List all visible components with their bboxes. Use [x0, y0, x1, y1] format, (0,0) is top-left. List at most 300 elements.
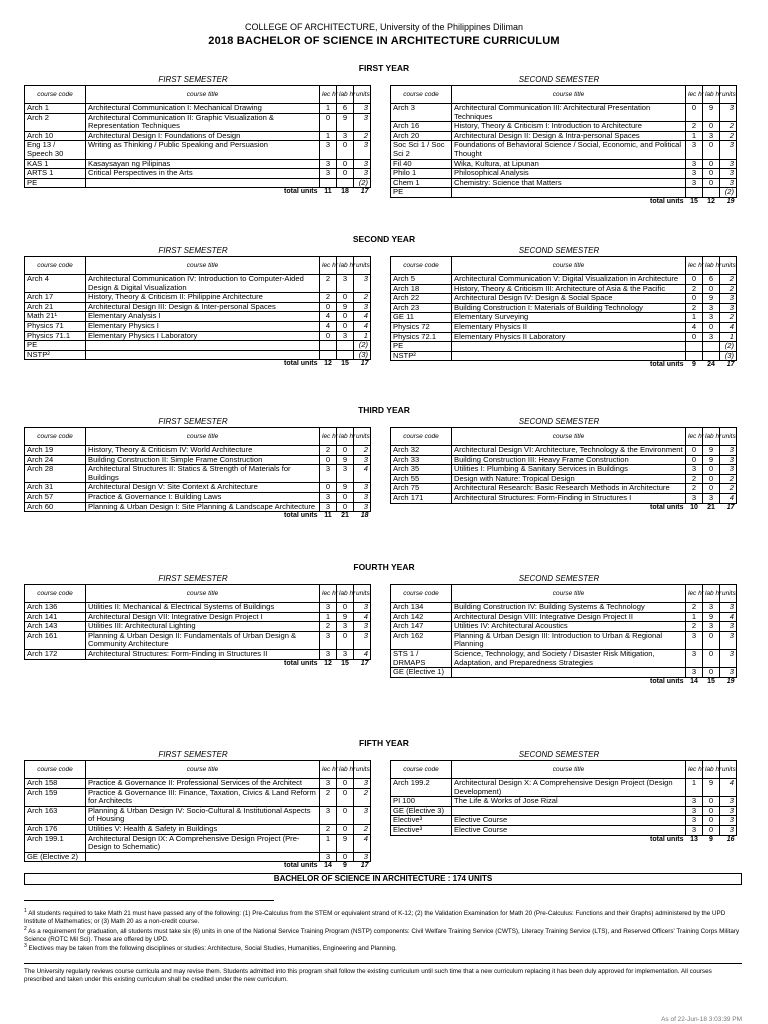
- course-units: 2: [354, 293, 371, 303]
- course-title: Architectural Design VII: Integrative Design Project I: [86, 612, 320, 622]
- course-title: Practice & Governance II: Professional Services of the Architect: [86, 779, 320, 789]
- course-code: PE: [25, 178, 86, 188]
- header-lab: lab hr: [337, 428, 354, 446]
- course-title: [86, 341, 320, 351]
- course-code: Arch 5: [391, 275, 452, 285]
- course-lec: 3: [320, 502, 337, 512]
- course-lec: 3: [686, 806, 703, 816]
- course-lab: 3: [337, 622, 354, 632]
- course-title: The Life & Works of Jose Rizal: [452, 797, 686, 807]
- course-row: [25, 350, 371, 360]
- course-code: Arch 176: [25, 824, 86, 834]
- course-lab: 9: [703, 455, 720, 465]
- course-title: Critical Perspectives in the Arts: [86, 169, 320, 179]
- course-lec: 1: [686, 779, 703, 797]
- course-lab: 0: [337, 492, 354, 502]
- course-units: 3: [354, 141, 371, 159]
- course-title: Elementary Physics I Laboratory: [86, 331, 320, 341]
- course-lec: 3: [320, 492, 337, 502]
- header-course-title: course title: [86, 761, 320, 779]
- total-row: [25, 360, 371, 369]
- course-lec: 2: [320, 446, 337, 456]
- course-row: [391, 779, 737, 797]
- course-units: 3: [720, 303, 737, 313]
- course-row: [25, 502, 371, 512]
- course-lec: 2: [320, 293, 337, 303]
- course-lab: 0: [703, 816, 720, 826]
- course-code: Arch 162: [391, 631, 452, 649]
- course-title: Philosophical Analysis: [452, 169, 686, 179]
- course-row: [25, 492, 371, 502]
- footnote-text: As a requirement for graduation, all students must take six (6) units in one of the National Service Training Program (NSTP) components: Civil Welfare Training Service (CWTS), Literacy Training Service (LTS), and Reserved Officers' Training Corps Military Science (ROTC Mil Sci). These are offered by UPD.: [24, 928, 740, 944]
- course-title: Architectural Design III: Design & Inter-personal Spaces: [86, 302, 320, 312]
- course-title: Utilities III: Architectural Lighting: [86, 622, 320, 632]
- course-lab: 0: [703, 178, 720, 188]
- course-lab: [337, 178, 354, 188]
- course-row: [25, 341, 371, 351]
- course-row: [391, 141, 737, 159]
- course-units: 2: [720, 122, 737, 132]
- header-units: units: [354, 761, 371, 779]
- total-units: 17: [360, 188, 369, 196]
- course-lab: [703, 351, 720, 361]
- total-row: [391, 677, 737, 686]
- course-title: Architectural Design I: Foundations of Design: [86, 131, 320, 141]
- course-row: [25, 113, 371, 131]
- course-lec: 0: [320, 302, 337, 312]
- header-course-title: course title: [452, 86, 686, 104]
- year-heading: FOURTH YEAR: [353, 562, 415, 572]
- course-lec: 0: [686, 332, 703, 342]
- course-units: (2): [354, 178, 371, 188]
- header-lec: lec hr: [686, 86, 703, 104]
- course-row: [25, 649, 371, 659]
- second-semester-label: SECOND SEMESTER: [518, 75, 600, 84]
- course-units: 2: [720, 284, 737, 294]
- course-row: [25, 331, 371, 341]
- total-row: [391, 835, 737, 844]
- course-row: [25, 302, 371, 312]
- course-row: [391, 493, 737, 503]
- course-lec: 0: [686, 455, 703, 465]
- course-lab: 0: [337, 159, 354, 169]
- table-header: [391, 761, 737, 779]
- header-course-title: course title: [452, 585, 686, 603]
- header-lec: lec hr: [320, 86, 337, 104]
- header-units: units: [354, 428, 371, 446]
- header-course-code: course code: [25, 761, 86, 779]
- course-code: Arch 142: [391, 612, 452, 622]
- course-table-second: [390, 584, 737, 686]
- header-units: units: [354, 257, 371, 275]
- course-lec: 2: [320, 275, 337, 293]
- course-units: 4: [720, 493, 737, 503]
- course-lab: 0: [703, 159, 720, 169]
- course-table-second: [390, 256, 737, 370]
- course-lec: 3: [686, 159, 703, 169]
- course-lec: 0: [320, 455, 337, 465]
- header-course-code: course code: [25, 86, 86, 104]
- course-row: [391, 649, 737, 667]
- total-lab: 9: [709, 835, 713, 843]
- course-lab: 0: [703, 825, 720, 835]
- header-course-title: course title: [452, 761, 686, 779]
- total-row: [391, 361, 737, 370]
- course-code: Math 21¹: [25, 312, 86, 322]
- course-units: 2: [720, 275, 737, 285]
- table-header: [25, 257, 371, 275]
- course-code: PE: [391, 342, 452, 352]
- header-course-code: course code: [391, 257, 452, 275]
- course-units: (2): [354, 341, 371, 351]
- course-row: [391, 342, 737, 352]
- course-code: Arch 161: [25, 631, 86, 649]
- total-units-label: total units: [284, 659, 318, 667]
- course-code: Arch 60: [25, 502, 86, 512]
- course-lec: [320, 178, 337, 188]
- course-title: Wika, Kultura, at Lipunan: [452, 159, 686, 169]
- total-spacer: [391, 361, 452, 370]
- course-row: [391, 668, 737, 678]
- course-units: 4: [354, 834, 371, 852]
- course-units: 3: [720, 806, 737, 816]
- course-title: [452, 188, 686, 198]
- course-row: [25, 834, 371, 852]
- course-units: (3): [354, 350, 371, 360]
- course-code: ARTS 1: [25, 169, 86, 179]
- course-title: [452, 351, 686, 361]
- course-lec: 1: [320, 612, 337, 622]
- course-lec: 3: [686, 825, 703, 835]
- course-units: 3: [720, 649, 737, 667]
- course-title: Elective Course: [452, 825, 686, 835]
- total-spacer: [391, 503, 452, 512]
- total-lab: 15: [707, 677, 715, 685]
- course-units: 3: [720, 603, 737, 613]
- course-lab: 9: [703, 446, 720, 456]
- course-lab: 3: [337, 649, 354, 659]
- course-title: Writing as Thinking / Public Speaking and Persuasion: [86, 141, 320, 159]
- course-code: GE (Elective 3): [391, 806, 452, 816]
- course-table-second: [390, 85, 737, 207]
- course-lab: 0: [703, 797, 720, 807]
- course-units: 3: [720, 668, 737, 678]
- course-title: History, Theory & Criticism I: Introduction to Architecture: [452, 122, 686, 132]
- course-title: Architectural Design II: Design & Intra-personal Spaces: [452, 131, 686, 141]
- course-title: Architectural Communication III: Architectural Presentation Techniques: [452, 104, 686, 122]
- header-lec: lec hr: [686, 585, 703, 603]
- course-row: [25, 312, 371, 322]
- course-table-first: [24, 584, 371, 668]
- course-lab: 3: [703, 313, 720, 323]
- course-units: (2): [720, 342, 737, 352]
- course-row: [391, 122, 737, 132]
- course-lab: 0: [703, 474, 720, 484]
- course-row: [25, 159, 371, 169]
- course-code: Arch 16: [391, 122, 452, 132]
- total-lec: 15: [690, 197, 698, 205]
- course-title: Architectural Communication IV: Introduction to Computer-Aided Design & Digital Visualization: [86, 275, 320, 293]
- course-lab: 9: [337, 455, 354, 465]
- course-code: GE (Elective 1): [391, 668, 452, 678]
- course-lec: 3: [320, 649, 337, 659]
- course-lab: 0: [703, 465, 720, 475]
- course-lab: 3: [703, 493, 720, 503]
- first-semester-label: FIRST SEMESTER: [158, 75, 228, 84]
- year-heading: FIFTH YEAR: [359, 738, 409, 748]
- course-title: Utilities V: Health & Safety in Buildings: [86, 824, 320, 834]
- course-lab: 9: [703, 612, 720, 622]
- header-lec: lec hr: [320, 761, 337, 779]
- course-lec: 3: [686, 169, 703, 179]
- header-lab: lab hr: [703, 86, 720, 104]
- course-lab: 3: [703, 603, 720, 613]
- total-lec: 14: [690, 677, 698, 685]
- course-code: NSTP²: [391, 351, 452, 361]
- total-units-label: total units: [284, 188, 318, 196]
- course-code: PE: [391, 188, 452, 198]
- header-lab: lab hr: [703, 585, 720, 603]
- course-lab: 0: [337, 446, 354, 456]
- course-units: 3: [354, 852, 371, 862]
- course-code: Arch 134: [391, 603, 452, 613]
- total-units: 17: [726, 361, 735, 369]
- course-title: Architectural Research: Basic Research Methods in Architecture: [452, 484, 686, 494]
- course-lab: 0: [337, 852, 354, 862]
- total-lab: 12: [707, 197, 715, 205]
- footnote: [24, 942, 742, 953]
- total-units-label: total units: [284, 360, 318, 368]
- course-title: Architectural Design IX: A Comprehensive Design Project (Pre-Design to Schematic): [86, 834, 320, 852]
- curriculum-notice: The University regularly reviews course curricula and may revise them. Students admitted into this program shall follow the existing curriculum until such time that a new curriculum replacing it has been duly approved for implementation. All courses prescribed and taken under this existing curriculum shall be credited under the new curriculum.: [24, 968, 712, 983]
- course-row: [391, 322, 737, 332]
- course-row: [391, 159, 737, 169]
- course-code: Arch 136: [25, 603, 86, 613]
- table-header: [25, 585, 371, 603]
- course-units: 3: [354, 603, 371, 613]
- course-units: 3: [720, 797, 737, 807]
- course-lec: 3: [686, 178, 703, 188]
- course-row: [391, 351, 737, 361]
- course-units: (3): [720, 351, 737, 361]
- total-spacer: [25, 188, 86, 197]
- total-units-label: total units: [284, 862, 318, 870]
- course-title: Kasaysayan ng Pilipinas: [86, 159, 320, 169]
- header-lec: lec hr: [686, 257, 703, 275]
- course-lec: 4: [320, 321, 337, 331]
- total-row: [25, 512, 371, 521]
- course-lec: 3: [320, 806, 337, 824]
- course-row: [391, 178, 737, 188]
- total-spacer: [25, 512, 86, 521]
- course-lab: 0: [337, 321, 354, 331]
- course-units: 1: [720, 332, 737, 342]
- course-code: Arch 1: [25, 104, 86, 114]
- course-lec: 1: [320, 834, 337, 852]
- total-lec: 11: [324, 188, 332, 196]
- course-title: Design with Nature: Tropical Design: [452, 474, 686, 484]
- course-code: Physics 71.1: [25, 331, 86, 341]
- total-lec: 12: [324, 659, 332, 667]
- course-table-second: [390, 427, 737, 512]
- course-title: [452, 342, 686, 352]
- course-lab: 9: [337, 302, 354, 312]
- course-code: PE: [25, 341, 86, 351]
- course-title: Planning & Urban Design II: Fundamentals of Urban Design & Community Architecture: [86, 631, 320, 649]
- course-lec: 3: [320, 169, 337, 179]
- header-course-code: course code: [391, 761, 452, 779]
- course-lec: 0: [320, 331, 337, 341]
- year-heading: FIRST YEAR: [358, 63, 410, 73]
- total-lec: 10: [690, 503, 698, 511]
- header-lab: lab hr: [703, 761, 720, 779]
- course-lab: 0: [703, 284, 720, 294]
- course-code: Soc Sci 1 / Soc Sci 2: [391, 141, 452, 159]
- course-table-first: [24, 427, 371, 521]
- course-units: 3: [354, 631, 371, 649]
- course-code: Arch 3: [391, 104, 452, 122]
- course-units: 2: [720, 131, 737, 141]
- course-code: NSTP²: [25, 350, 86, 360]
- course-lec: 1: [686, 131, 703, 141]
- course-units: 2: [354, 824, 371, 834]
- course-code: Physics 72: [391, 322, 452, 332]
- course-lec: 2: [686, 303, 703, 313]
- total-units: 17: [360, 360, 369, 368]
- course-row: [25, 824, 371, 834]
- course-units: 4: [354, 649, 371, 659]
- course-row: [391, 294, 737, 304]
- total-row: [391, 503, 737, 512]
- course-row: [25, 293, 371, 303]
- second-semester-label: SECOND SEMESTER: [518, 246, 600, 255]
- course-title: Architectural Design VI: Architecture, Technology & the Environment: [452, 446, 686, 456]
- total-lab: 21: [707, 503, 715, 511]
- course-code: STS 1 / DRMAPS: [391, 649, 452, 667]
- course-title: Practice & Governance I: Building Laws: [86, 492, 320, 502]
- course-lec: 2: [686, 622, 703, 632]
- header-course-code: course code: [25, 428, 86, 446]
- course-lab: 0: [337, 779, 354, 789]
- course-lec: [686, 351, 703, 361]
- course-code: Elective³: [391, 825, 452, 835]
- course-row: [25, 446, 371, 456]
- course-row: [391, 275, 737, 285]
- total-units-label: total units: [650, 677, 684, 685]
- course-lab: 9: [337, 612, 354, 622]
- course-code: Arch 57: [25, 492, 86, 502]
- course-row: [25, 788, 371, 806]
- course-lec: [686, 342, 703, 352]
- table-header: [391, 585, 737, 603]
- course-lec: 3: [686, 493, 703, 503]
- course-title: History, Theory & Criticism III: Architecture of Asia & the Pacific: [452, 284, 686, 294]
- header-units: units: [354, 86, 371, 104]
- footnote: [24, 907, 742, 926]
- course-lab: 0: [703, 122, 720, 132]
- header-course-title: course title: [86, 86, 320, 104]
- course-title: Elementary Surveying: [452, 313, 686, 323]
- course-code: Arch 55: [391, 474, 452, 484]
- course-lec: 3: [320, 603, 337, 613]
- course-row: [391, 806, 737, 816]
- course-title: Elementary Analysis I: [86, 312, 320, 322]
- course-title: Elementary Physics II: [452, 322, 686, 332]
- course-lec: 3: [686, 631, 703, 649]
- course-code: Eng 13 / Speech 30: [25, 141, 86, 159]
- header-lab: lab hr: [337, 761, 354, 779]
- course-code: Arch 172: [25, 649, 86, 659]
- course-units: 3: [720, 141, 737, 159]
- total-units: 19: [726, 677, 735, 685]
- total-units: 17: [360, 659, 369, 667]
- course-code: Arch 143: [25, 622, 86, 632]
- course-lec: 3: [320, 631, 337, 649]
- course-lab: 0: [703, 649, 720, 667]
- course-units: (2): [720, 188, 737, 198]
- course-lec: 2: [686, 603, 703, 613]
- course-code: Arch 24: [25, 455, 86, 465]
- course-row: [391, 313, 737, 323]
- course-row: [391, 188, 737, 198]
- header-course-title: course title: [452, 257, 686, 275]
- course-units: 3: [354, 455, 371, 465]
- course-lec: [320, 341, 337, 351]
- total-spacer: [391, 677, 452, 686]
- course-lab: 6: [337, 104, 354, 114]
- course-units: 4: [720, 322, 737, 332]
- total-row: [25, 659, 371, 668]
- course-units: 3: [720, 104, 737, 122]
- course-lab: 3: [337, 275, 354, 293]
- course-lec: 3: [686, 797, 703, 807]
- course-lec: 0: [686, 275, 703, 285]
- total-spacer: [391, 835, 452, 844]
- course-code: Arch 23: [391, 303, 452, 313]
- footnote-mark: 1: [24, 908, 27, 914]
- course-title: Utilities I: Plumbing & Sanitary Services in Buildings: [452, 465, 686, 475]
- course-units: 3: [720, 294, 737, 304]
- course-lec: [320, 350, 337, 360]
- course-lec: 2: [320, 824, 337, 834]
- course-title: Architectural Communication V: Digital Visualization in Architecture: [452, 275, 686, 285]
- course-lab: 0: [337, 312, 354, 322]
- course-units: 2: [720, 474, 737, 484]
- course-lec: 1: [686, 313, 703, 323]
- course-title: Architectural Communication I: Mechanical Drawing: [86, 104, 320, 114]
- course-table-second: [390, 760, 737, 844]
- course-code: Arch 28: [25, 465, 86, 483]
- total-row: [25, 862, 371, 871]
- course-code: Philo 1: [391, 169, 452, 179]
- header-lec: lec hr: [320, 428, 337, 446]
- total-units: 19: [726, 197, 735, 205]
- header-course-title: course title: [86, 428, 320, 446]
- table-header: [25, 761, 371, 779]
- course-title: Architectural Structures II: Statics & Strength of Materials for Buildings: [86, 465, 320, 483]
- course-lab: [703, 188, 720, 198]
- course-row: [391, 465, 737, 475]
- course-title: History, Theory & Criticism II: Philippine Architecture: [86, 293, 320, 303]
- footnote-text: Electives may be taken from the following disciplines or studies: Architecture, Social Studies, Humanities, Engineering and Planning.: [28, 945, 397, 953]
- header-lab: lab hr: [337, 86, 354, 104]
- total-lec: 9: [692, 361, 696, 369]
- course-code: Arch 4: [25, 275, 86, 293]
- course-lab: [337, 350, 354, 360]
- course-table-first: [24, 760, 371, 871]
- course-code: Elective³: [391, 816, 452, 826]
- total-spacer: [391, 197, 452, 206]
